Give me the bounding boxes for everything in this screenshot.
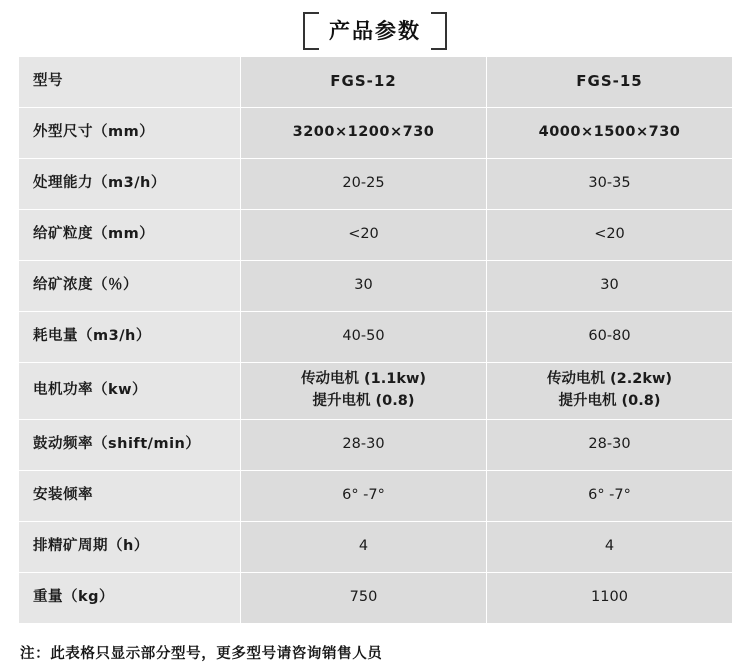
row-label-installation-slope: 安装倾率	[19, 471, 241, 522]
table-row	[19, 210, 733, 261]
motor-power-fgs15-line1: 传动电机 (2.2kw)	[546, 371, 673, 388]
motor-power-fgs15-line2: 提升电机 (0.8)	[558, 393, 661, 409]
table-footnote: 注：此表格只显示部分型号，更多型号请咨询销售人员	[20, 646, 383, 662]
page-title-area	[0, 0, 750, 46]
page-title: 产品参数	[303, 12, 447, 50]
column-header-model: 型号	[19, 57, 241, 108]
row-value-power-consumption-fgs12: 40-50	[241, 312, 487, 363]
row-value-dimensions-fgs15: 4000×1500×730	[487, 108, 733, 159]
row-value-capacity-fgs15: 30-35	[487, 159, 733, 210]
table-row	[19, 363, 733, 420]
row-value-discharge-cycle-fgs15: 4	[487, 522, 733, 573]
row-label-power-consumption: 耗电量（m3/h）	[19, 312, 241, 363]
spec-table	[18, 56, 733, 624]
row-value-dimensions-fgs12: 3200×1200×730	[241, 108, 487, 159]
table-row	[19, 159, 733, 210]
table-row	[19, 522, 733, 573]
table-row	[19, 108, 733, 159]
table-row	[19, 420, 733, 471]
row-value-feed-density-fgs15: 30	[487, 261, 733, 312]
row-value-discharge-cycle-fgs12: 4	[241, 522, 487, 573]
row-label-motor-power: 电机功率（kw）	[19, 363, 241, 420]
table-row	[19, 471, 733, 522]
row-label-feed-density: 给矿浓度（％）	[19, 261, 241, 312]
row-label-dimensions: 外型尺寸（mm）	[19, 108, 241, 159]
row-value-weight-fgs15: 1100	[487, 573, 733, 624]
row-label-feed-size: 给矿粒度（mm）	[19, 210, 241, 261]
row-label-discharge-cycle: 排精矿周期（h）	[19, 522, 241, 573]
spec-table-wrapper	[18, 56, 732, 624]
row-value-capacity-fgs12: 20-25	[241, 159, 487, 210]
row-value-feed-size-fgs12: <20	[241, 210, 487, 261]
row-value-feed-size-fgs15: <20	[487, 210, 733, 261]
table-row	[19, 261, 733, 312]
table-header-row	[19, 57, 733, 108]
row-value-installation-slope-fgs12: 6° -7°	[241, 471, 487, 522]
motor-power-fgs12-line2: 提升电机 (0.8)	[312, 393, 415, 409]
row-value-weight-fgs12: 750	[241, 573, 487, 624]
row-value-pulsation-frequency-fgs12: 28-30	[241, 420, 487, 471]
row-value-pulsation-frequency-fgs15: 28-30	[487, 420, 733, 471]
row-label-capacity: 处理能力（m3/h）	[19, 159, 241, 210]
motor-power-fgs12-line1: 传动电机 (1.1kw)	[300, 371, 427, 388]
row-value-installation-slope-fgs15: 6° -7°	[487, 471, 733, 522]
row-value-motor-power-fgs12	[241, 363, 487, 420]
table-row	[19, 312, 733, 363]
column-header-fgs12: FGS-12	[241, 57, 487, 108]
row-value-power-consumption-fgs15: 60-80	[487, 312, 733, 363]
table-row	[19, 573, 733, 624]
row-label-pulsation-frequency: 鼓动频率（shift/min）	[19, 420, 241, 471]
row-value-feed-density-fgs12: 30	[241, 261, 487, 312]
row-value-motor-power-fgs15	[487, 363, 733, 420]
row-label-weight: 重量（kg）	[19, 573, 241, 624]
column-header-fgs15: FGS-15	[487, 57, 733, 108]
